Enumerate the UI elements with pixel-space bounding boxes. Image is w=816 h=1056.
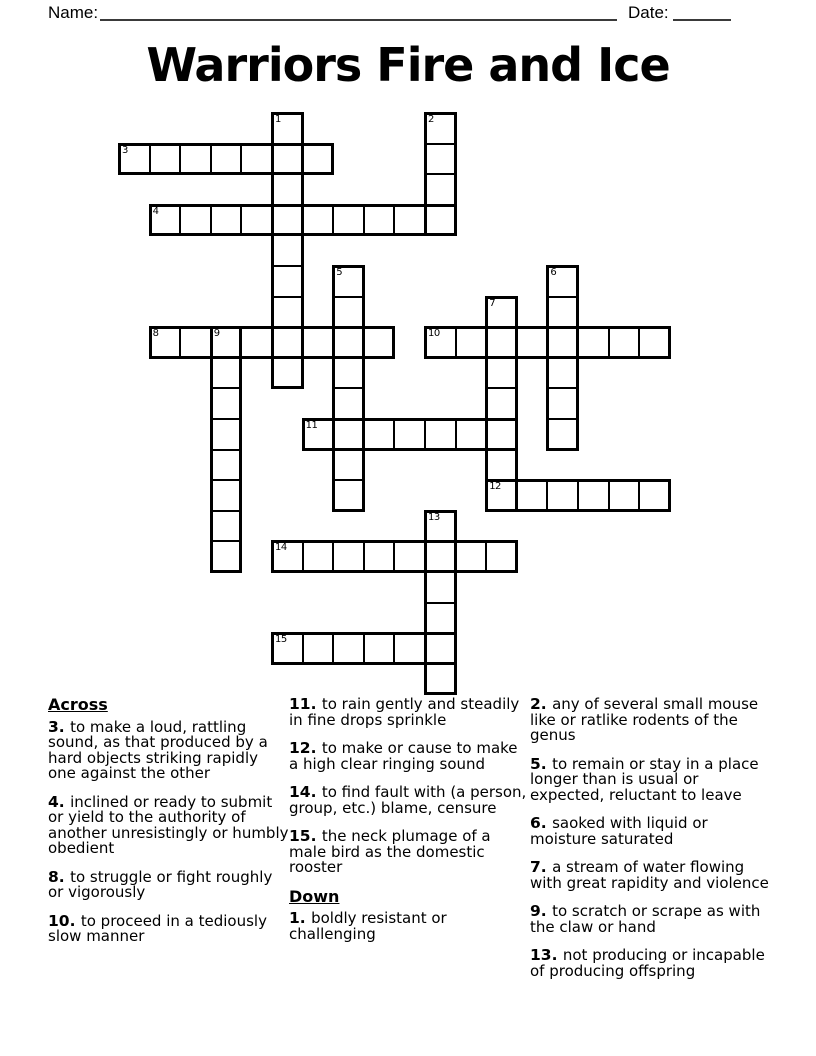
clue-number: 2. — [530, 695, 553, 713]
grid-cell-r10c11[interactable] — [455, 418, 488, 451]
clue-3-across: 3. to make a loud, rattling sound, as that produced by a hard objects striking rapidly one against the other — [48, 717, 268, 782]
grid-cell-r3c10[interactable] — [424, 204, 457, 237]
grid-cell-r12c7[interactable] — [332, 479, 365, 512]
clue-number: 13. — [530, 946, 563, 964]
grid-cell-r17c8[interactable] — [363, 632, 396, 665]
clue-12-across: 12. to make or cause to make a high clear ringing sound — [289, 739, 518, 773]
cell-number-1: 1 — [275, 114, 281, 125]
cell-number-9: 9 — [213, 328, 220, 340]
page-title: Warriors Fire and Ice — [146, 38, 670, 92]
cell-number-10: 10 — [428, 328, 440, 340]
grid-cell-r1c0[interactable] — [118, 143, 151, 176]
grid-cell-r3c7[interactable] — [332, 204, 365, 237]
cell-number-7: 7 — [489, 297, 496, 309]
grid-cell-r7c7[interactable] — [332, 326, 365, 359]
cell-number-3: 3 — [122, 144, 128, 156]
cell-number-5: 5 — [336, 267, 343, 278]
grid-cell-r3c4[interactable] — [240, 204, 273, 237]
grid-cell-r6c12[interactable] — [485, 296, 518, 329]
date-label: Date: — [628, 3, 669, 22]
clue-column-1 — [48, 697, 290, 958]
clue-6-down: 6. saoked with liquid or moisture saturated — [530, 814, 708, 848]
clue-column-3 — [530, 697, 776, 992]
grid-cell-r14c3[interactable] — [210, 540, 243, 573]
grid-cell-r17c7[interactable] — [332, 632, 365, 665]
down-header: Down — [289, 886, 340, 906]
cell-number-13: 13 — [428, 511, 440, 523]
grid-cell-r9c7[interactable] — [332, 387, 365, 420]
across-clues-list — [48, 717, 290, 945]
grid-cell-r3c2[interactable] — [179, 204, 212, 237]
grid-cell-r7c3[interactable] — [210, 326, 243, 359]
grid-cell-r10c6[interactable] — [302, 418, 335, 451]
grid-cell-r17c9[interactable] — [393, 632, 426, 665]
clue-2-down: 2. any of several small mouse like or ratlike rodents of the genus — [530, 695, 759, 744]
grid-cell-r0c10[interactable] — [424, 112, 457, 145]
grid-cell-r11c12[interactable] — [485, 449, 518, 482]
grid-cell-r3c9[interactable] — [393, 204, 426, 237]
grid-cell-r7c12[interactable] — [485, 326, 518, 359]
clue-number: 3. — [48, 717, 71, 736]
grid-cell-r14c12[interactable] — [485, 540, 518, 573]
clue-number: 9. — [530, 902, 553, 920]
grid-cell-r13c3[interactable] — [210, 510, 243, 543]
clue-number: 4. — [48, 792, 71, 811]
grid-cell-r7c2[interactable] — [179, 326, 212, 359]
grid-cell-r8c12[interactable] — [485, 357, 518, 390]
clue-4-across: 4. inclined or ready to submit or yield to the authority of another unresistingly or humbly obedient — [48, 792, 289, 857]
clue-15-across: 15. the neck plumage of a male bird as the domestic rooster — [289, 827, 491, 876]
grid-cell-r17c5[interactable] — [271, 632, 304, 665]
grid-cell-r12c12[interactable] — [485, 479, 518, 512]
grid-cell-r7c15[interactable] — [577, 326, 610, 359]
clue-1-down: 1. boldly resistant or challenging — [289, 909, 447, 943]
grid-cell-r2c5[interactable] — [271, 173, 304, 206]
grid-cell-r3c3[interactable] — [210, 204, 243, 237]
clue-number: 6. — [530, 814, 553, 832]
grid-cell-r14c9[interactable] — [393, 540, 426, 573]
grid-cell-r3c5[interactable] — [271, 204, 304, 237]
grid-cell-r11c7[interactable] — [332, 449, 365, 482]
down-clues-list-continued — [530, 697, 776, 979]
grid-cell-r9c14[interactable] — [546, 387, 579, 420]
grid-cell-r6c7[interactable] — [332, 296, 365, 329]
clue-14-across: 14. to find fault with (a person, group, etc.) blame, censure — [289, 783, 527, 817]
grid-cell-r10c14[interactable] — [546, 418, 579, 451]
grid-cell-r4c5[interactable] — [271, 234, 304, 267]
grid-cell-r10c8[interactable] — [363, 418, 396, 451]
grid-cell-r5c14[interactable] — [546, 265, 579, 298]
clue-11-across: 11. to rain gently and steadily in fine drops sprinkle — [289, 695, 520, 729]
clue-number: 15. — [289, 827, 322, 845]
grid-cell-r10c10[interactable] — [424, 418, 457, 451]
grid-cell-r12c3[interactable] — [210, 479, 243, 512]
grid-cell-r7c4[interactable] — [240, 326, 273, 359]
grid-cell-r8c3[interactable] — [210, 357, 243, 390]
cell-number-12: 12 — [489, 481, 501, 493]
grid-cell-r1c3[interactable] — [210, 143, 243, 176]
grid-cell-r1c6[interactable] — [302, 143, 335, 176]
across-header: Across — [48, 695, 108, 714]
cell-number-8: 8 — [152, 328, 159, 340]
grid-cell-r1c4[interactable] — [240, 143, 273, 176]
grid-cell-r6c5[interactable] — [271, 296, 304, 329]
grid-cell-r13c10[interactable] — [424, 510, 457, 543]
clue-number: 12. — [289, 739, 322, 757]
grid-cell-r6c14[interactable] — [546, 296, 579, 329]
grid-cell-r8c7[interactable] — [332, 357, 365, 390]
across-clues-list-continued — [289, 697, 527, 876]
clue-5-down: 5. to remain or stay in a place longer than is usual or expected, reluctant to leave — [530, 754, 759, 804]
down-clues-list — [289, 911, 527, 942]
crossword-grid — [118, 112, 671, 696]
grid-cell-r10c9[interactable] — [393, 418, 426, 451]
grid-cell-r10c3[interactable] — [210, 418, 243, 451]
clue-8-across: 8. to struggle or fight roughly or vigorously — [48, 867, 273, 901]
clue-10-across: 10. to proceed in a tediously slow manner — [48, 911, 267, 945]
cell-number-4: 4 — [152, 205, 159, 217]
grid-cell-r14c8[interactable] — [363, 540, 396, 573]
grid-cell-r12c15[interactable] — [577, 479, 610, 512]
grid-cell-r10c7[interactable] — [332, 418, 365, 451]
grid-cell-r1c5[interactable] — [271, 143, 304, 176]
name-label: Name: — [48, 3, 99, 22]
grid-cell-r9c12[interactable] — [485, 387, 518, 420]
grid-cell-r17c6[interactable] — [302, 632, 335, 665]
grid-cell-r14c7[interactable] — [332, 540, 365, 573]
grid-cell-r7c16[interactable] — [608, 326, 641, 359]
clue-9-down: 9. to scratch or scrape as with the claw or hand — [530, 902, 761, 936]
grid-cell-r14c11[interactable] — [455, 540, 488, 573]
grid-cell-r1c10[interactable] — [424, 143, 457, 176]
date-write-line — [673, 0, 731, 21]
cell-number-11: 11 — [305, 420, 318, 431]
grid-cell-r8c5[interactable] — [271, 357, 304, 390]
clue-number: 10. — [48, 911, 81, 930]
grid-cell-r7c14[interactable] — [546, 326, 579, 359]
grid-cell-r2c10[interactable] — [424, 173, 457, 206]
grid-cell-r5c7[interactable] — [332, 265, 365, 298]
grid-cell-r7c10[interactable] — [424, 326, 457, 359]
grid-cell-r15c10[interactable] — [424, 571, 457, 604]
grid-cell-r1c1[interactable] — [149, 143, 182, 176]
clue-13-down: 13. not producing or incapable of producing offspring — [530, 946, 765, 980]
name-write-line — [100, 0, 617, 21]
grid-cell-r0c5[interactable] — [271, 112, 304, 145]
grid-cell-r17c10[interactable] — [424, 632, 457, 665]
grid-cell-r3c6[interactable] — [302, 204, 335, 237]
clue-number: 11. — [289, 695, 322, 713]
grid-cell-r11c3[interactable] — [210, 449, 243, 482]
grid-cell-r7c11[interactable] — [455, 326, 488, 359]
grid-cell-r12c17[interactable] — [638, 479, 671, 512]
cell-number-2: 2 — [428, 114, 434, 125]
clue-number: 1. — [289, 909, 312, 927]
cell-number-15: 15 — [275, 634, 287, 646]
clue-number: 5. — [530, 754, 553, 773]
grid-cell-r14c10[interactable] — [424, 540, 457, 573]
grid-cell-r7c8[interactable] — [363, 326, 396, 359]
clue-7-down: 7. a stream of water flowing with great rapidity and violence — [530, 858, 769, 892]
cell-number-14: 14 — [275, 542, 287, 554]
grid-cell-r7c13[interactable] — [516, 326, 549, 359]
clue-number: 8. — [48, 867, 71, 886]
grid-cell-r3c1[interactable] — [149, 204, 182, 237]
clue-number: 7. — [530, 858, 553, 876]
grid-cell-r7c6[interactable] — [302, 326, 335, 359]
cell-number-6: 6 — [550, 267, 557, 278]
clue-number: 14. — [289, 783, 322, 801]
grid-cell-r8c14[interactable] — [546, 357, 579, 390]
grid-cell-r12c14[interactable] — [546, 479, 579, 512]
grid-cell-r9c3[interactable] — [210, 387, 243, 420]
grid-cell-r1c2[interactable] — [179, 143, 212, 176]
grid-cell-r16c10[interactable] — [424, 602, 457, 635]
grid-cell-r12c13[interactable] — [516, 479, 549, 512]
grid-cell-r14c5[interactable] — [271, 540, 304, 573]
grid-cell-r10c12[interactable] — [485, 418, 518, 451]
grid-cell-r7c17[interactable] — [638, 326, 671, 359]
grid-cell-r18c10[interactable] — [424, 663, 457, 696]
grid-cell-r7c5[interactable] — [271, 326, 304, 359]
grid-cell-r5c5[interactable] — [271, 265, 304, 298]
grid-cell-r14c6[interactable] — [302, 540, 335, 573]
grid-cell-r12c16[interactable] — [608, 479, 641, 512]
name-date-row — [0, 0, 816, 26]
grid-cell-r3c8[interactable] — [363, 204, 396, 237]
clue-column-2 — [289, 697, 527, 955]
grid-cell-r7c1[interactable] — [149, 326, 182, 359]
